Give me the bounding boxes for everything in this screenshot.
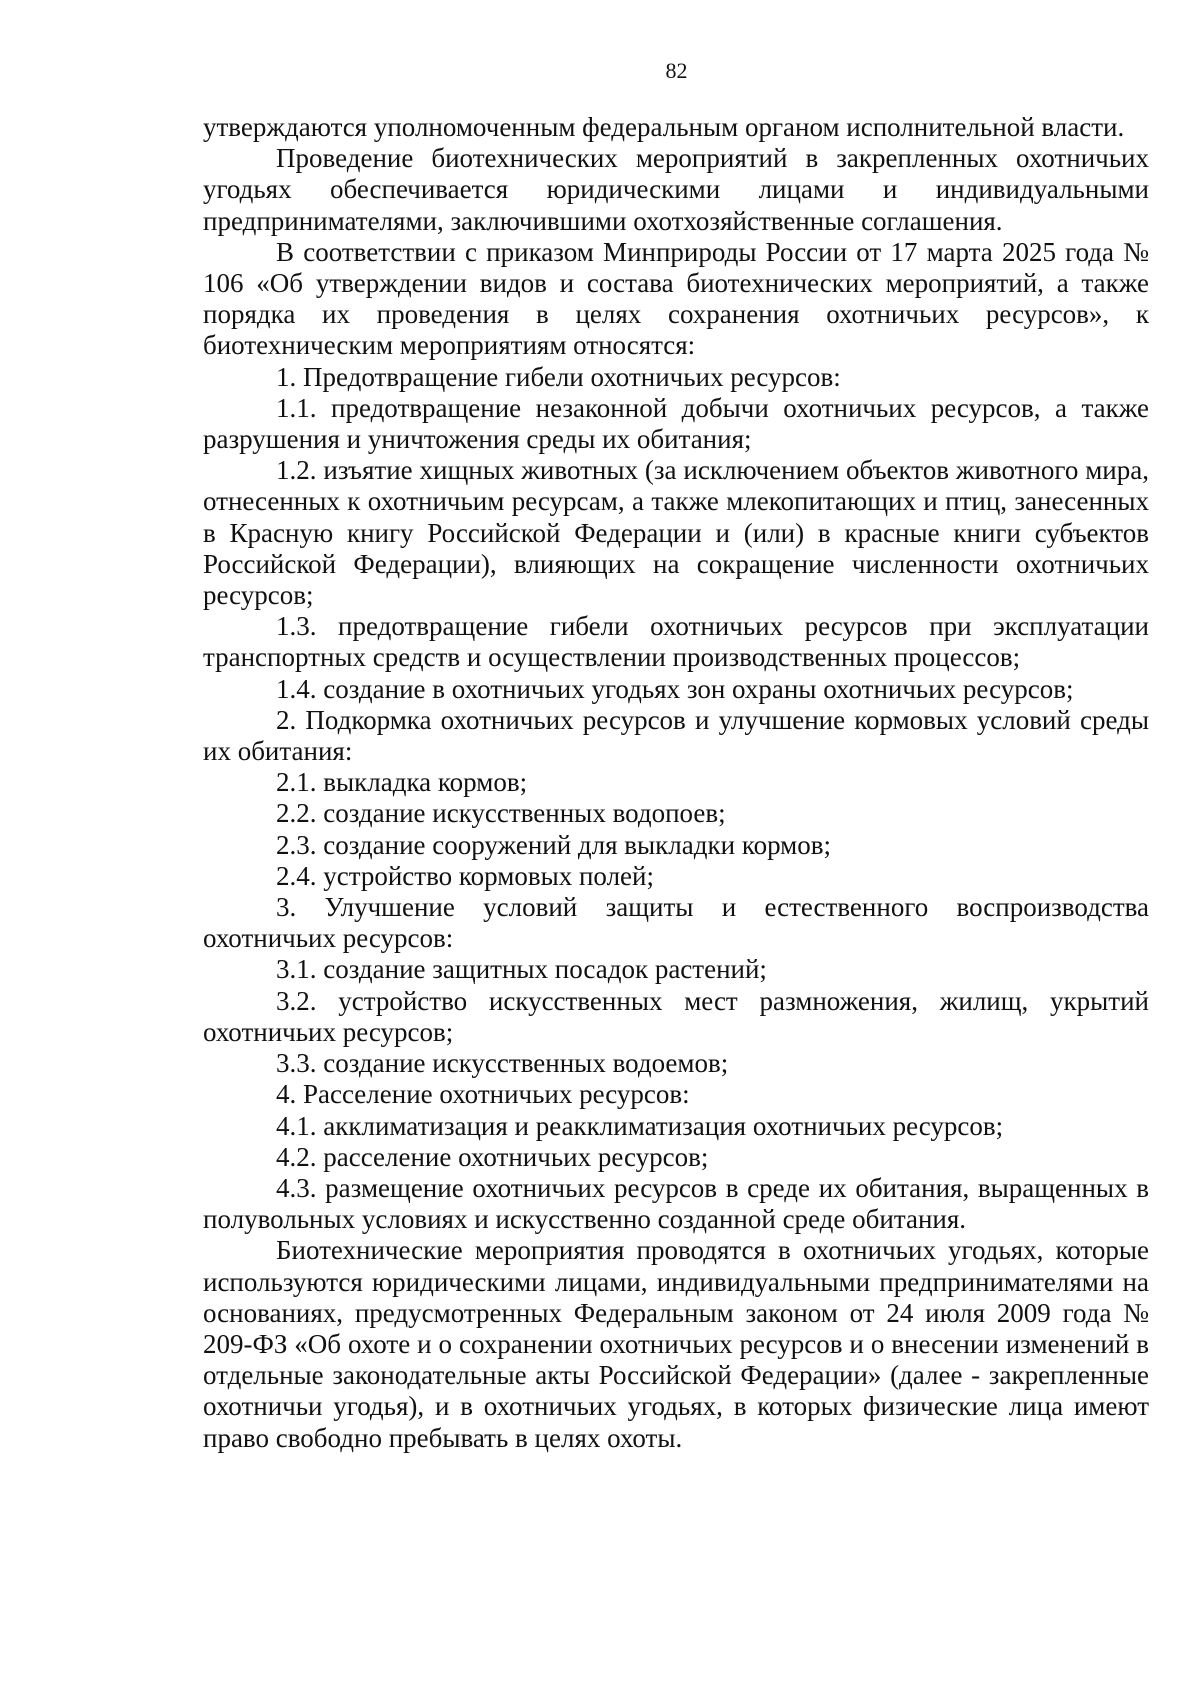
list-item: 4.1. акклиматизация и реакклиматизация охотничьих ресурсов; bbox=[276, 1110, 1004, 1141]
list-item: 4.2. расселение охотничьих ресурсов; bbox=[276, 1141, 709, 1172]
paragraph: В соответствии с приказом Минприроды России от 17 марта 2025 года № 106 «Об утверждении видов и состава биотехнических мероприятий, а также порядка их проведения в целях сохранения охотничьих ресурсов», к биотехническим мероприятиям относятся: bbox=[203, 236, 1149, 361]
list-item: 3.3. создание искусственных водоемов; bbox=[276, 1048, 729, 1079]
list-item: 3. Улучшение условий защиты и естественного воспроизводства охотничьих ресурсов: bbox=[203, 892, 1149, 954]
list-item: 4.3. размещение охотничьих ресурсов в среде их обитания, выращенных в полувольных условиях и искусственно созданной среде обитания. bbox=[203, 1172, 1149, 1235]
list-item: 3.2. устройство искусственных мест размножения, жилищ, укрытий охотничьих ресурсов; bbox=[203, 985, 1149, 1047]
list-item: 4. Расселение охотничьих ресурсов: bbox=[276, 1079, 690, 1110]
list-item: 2.4. устройство кормовых полей; bbox=[276, 860, 654, 891]
list-item: 1.3. предотвращение гибели охотничьих ресурсов при эксплуатации транспортных средств и осуществлении производственных процессов; bbox=[203, 611, 1149, 673]
document-body bbox=[203, 112, 1149, 1454]
list-item: 2.1. выкладка кормов; bbox=[276, 767, 528, 798]
list-item: 2. Подкормка охотничьих ресурсов и улучшение кормовых условий среды их обитания: bbox=[203, 704, 1149, 767]
list-item: 1.2. изъятие хищных животных (за исключением объектов животного мира, отнесенных к охотничьим ресурсам, а также млекопитающих и птиц, занесенных в Красную книгу Российской Федерации и (или) в красные книги субъектов Российской Федерации), влияющих на сокращение численности охотничьих ресурсов; bbox=[203, 455, 1149, 611]
list-item: 1.4. создание в охотничьих угодьях зон охраны охотничьих ресурсов; bbox=[276, 673, 1074, 704]
list-item: 2.3. создание сооружений для выкладки кормов; bbox=[276, 829, 831, 860]
list-item: 3.1. создание защитных посадок растений; bbox=[276, 954, 767, 985]
list-item: 1.1. предотвращение незаконной добычи охотничьих ресурсов, а также разрушения и уничтожения среды их обитания; bbox=[203, 392, 1149, 455]
page-number: 82 bbox=[665, 58, 688, 83]
list-item: 1. Предотвращение гибели охотничьих ресурсов: bbox=[276, 361, 841, 392]
list-item: 2.2. создание искусственных водопоев; bbox=[276, 798, 726, 829]
paragraph: утверждаются уполномоченным федеральным органом исполнительной власти. bbox=[203, 112, 1125, 142]
paragraph: Проведение биотехнических мероприятий в закрепленных охотничьих угодьях обеспечивается юридическими лицами и индивидуальными предпринимателями, заключившими охотхозяйственные соглашения. bbox=[203, 143, 1149, 236]
paragraph: Биотехнические мероприятия проводятся в охотничьих угодьях, которые используются юридическими лицами, индивидуальными предпринимателями на основаниях, предусмотренных Федеральным законом от 24 июля 2009 года № 209-ФЗ «Об охоте и о сохранении охотничьих ресурсов и о внесении изменений в отдельные законодательные акты Российской Федерации» (далее - закрепленные охотничьи угодья), и в охотничьих угодьях, в которых физические лица имеют право свободно пребывать в целях охоты. bbox=[203, 1235, 1149, 1453]
